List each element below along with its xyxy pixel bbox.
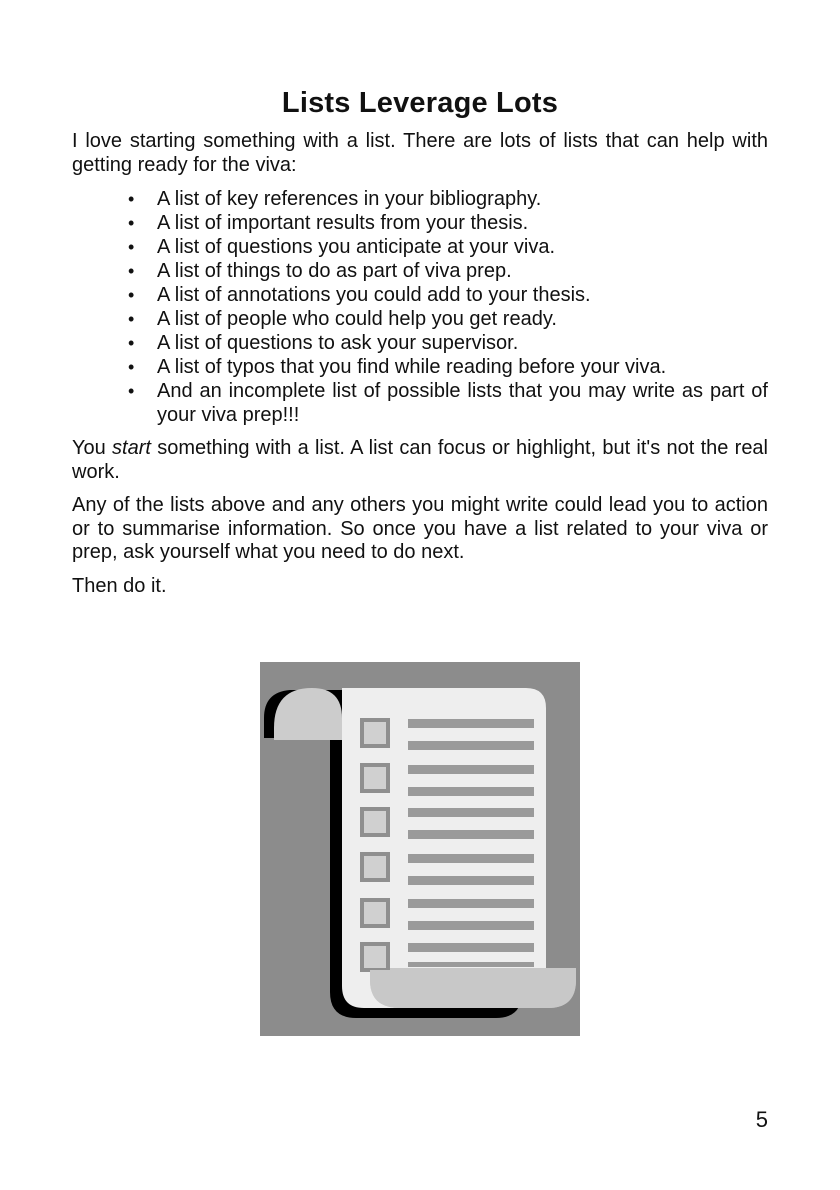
list-item: • A list of questions to ask your supervisor. — [128, 332, 519, 354]
action-paragraph: Any of the lists above and any others you might write could lead you to action or to summarise information. So once you have a list related to your viva or prep, ask yourself what you need to do next. — [72, 494, 768, 563]
bullet-icon: • — [128, 285, 135, 305]
checklist-line — [408, 854, 534, 863]
bullet-icon: • — [128, 357, 135, 377]
start-paragraph: You start something with a list. A list can focus or highlight, but it's not the real work. — [72, 437, 769, 483]
page-title: Lists Leverage Lots — [281, 87, 559, 119]
list-item: • A list of key references in your bibliography. — [128, 188, 542, 210]
list-item: • A list of things to do as part of viva prep. — [128, 260, 512, 282]
lists-bullet-list — [72, 187, 768, 427]
checklist-line — [408, 830, 534, 839]
bullet-icon: • — [128, 213, 135, 233]
list-item: • A list of typos that you find while reading before your viva. — [128, 356, 667, 378]
bullet-icon: • — [128, 381, 135, 401]
bullet-icon: • — [128, 333, 135, 353]
checklist-line — [408, 719, 534, 728]
bullet-icon: • — [128, 309, 135, 329]
emphasis-start: start — [112, 437, 151, 459]
checklist-line — [408, 921, 534, 930]
checklist-line — [408, 765, 534, 774]
page-content — [72, 84, 768, 608]
list-item: • A list of questions you anticipate at your viva. — [128, 236, 555, 258]
checklist-line — [408, 962, 534, 967]
list-item: • A list of important results from your thesis. — [128, 212, 529, 234]
checklist-line — [408, 741, 534, 750]
checklist-line — [408, 876, 534, 885]
bullet-icon: • — [128, 189, 135, 209]
page-number: 5 — [755, 1107, 768, 1132]
checklist-line — [408, 787, 534, 796]
bullet-icon: • — [128, 261, 135, 281]
checklist-scroll-icon — [260, 662, 580, 1036]
checklist-line — [408, 899, 534, 908]
closing-paragraph: Then do it. — [72, 574, 167, 597]
bullet-icon: • — [128, 237, 135, 257]
checklist-line — [408, 808, 534, 817]
list-item: • And an incomplete list of possible lists that you may write as part of your viva prep!!! — [128, 380, 768, 426]
checklist-line — [408, 943, 534, 952]
intro-paragraph: I love starting something with a list. There are lots of lists that can help with getting ready for the viva: — [72, 130, 768, 176]
list-item: • A list of annotations you could add to your thesis. — [128, 284, 591, 306]
list-item: • A list of people who could help you get ready. — [128, 308, 557, 330]
